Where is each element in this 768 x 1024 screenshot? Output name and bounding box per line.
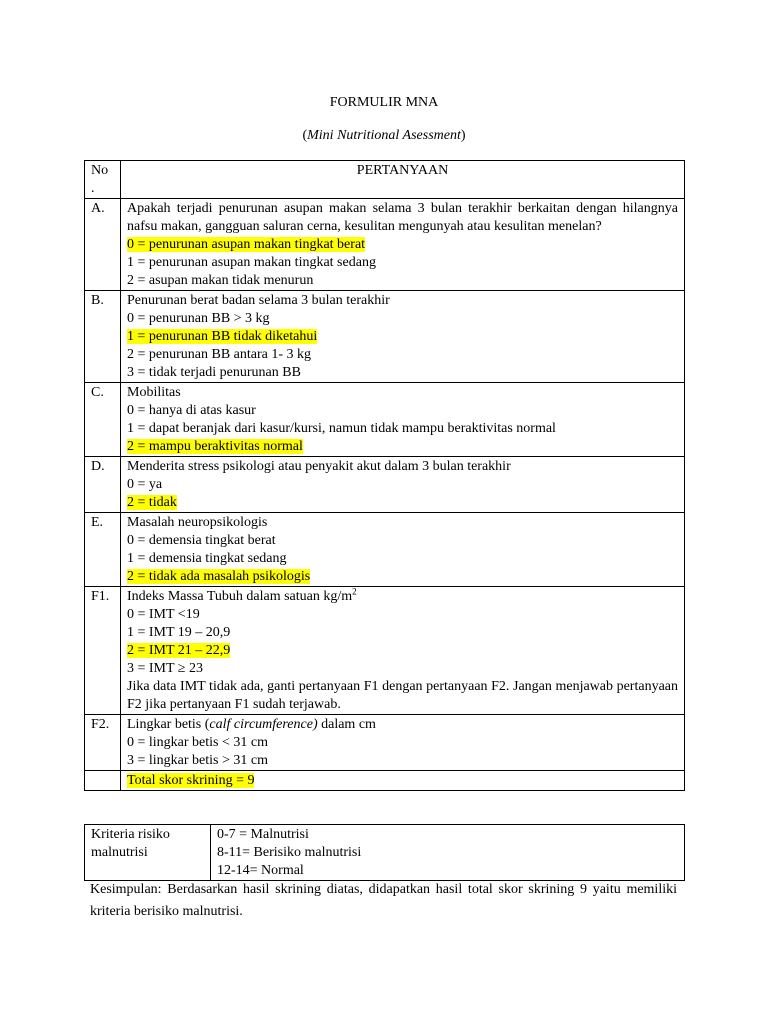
option-line [127,476,678,494]
option-text: 1 = IMT 19 – 20,9 [127,625,231,640]
row-options [127,236,678,290]
table-row [85,715,685,771]
option-text: 1 = penurunan asupan makan tingkat sedang [127,255,376,270]
option-line [127,494,678,512]
row-no: C. [85,383,121,457]
option-text: 0 = hanya di atas kasur [127,403,256,418]
table-row [85,383,685,457]
header-question: PERTANYAAN [121,161,685,199]
row-question: Mobilitas [127,385,181,400]
option-text: 1 = dapat beranjak dari kasur/kursi, namun tidak mampu beraktivitas normal [127,421,556,436]
option-line [127,346,678,364]
option-line [127,420,678,438]
option-text: 3 = IMT ≥ 23 [127,661,203,676]
option-text: 0 = ya [127,477,163,492]
option-line [127,568,678,586]
option-line [127,642,678,660]
table-header-row [85,161,685,199]
row-options [127,734,678,770]
form-title: FORMULIR MNA [329,95,439,110]
option-text-highlighted: 2 = IMT 21 – 22,9 [127,643,231,658]
row-content [121,587,685,715]
row-no: B. [85,291,121,383]
option-line [127,660,678,678]
row-content [121,383,685,457]
total-content [121,771,685,791]
option-line [127,310,678,328]
kriteria-value: 12-14= Normal [217,863,304,878]
table-row [85,199,685,291]
table-row [85,587,685,715]
option-text-highlighted: 1 = penurunan BB tidak diketahui [127,329,318,344]
row-content [121,291,685,383]
option-line [127,364,678,382]
mna-table [84,160,685,791]
option-line [127,272,678,290]
option-line [127,734,678,752]
table-row [85,513,685,587]
option-text: 0 = IMT <19 [127,607,200,622]
option-text: 3 = tidak terjadi penurunan BB [127,365,301,380]
header-no: No . [85,161,121,199]
option-text: 0 = penurunan BB > 3 kg [127,311,270,326]
option-text-highlighted: 2 = tidak [127,495,177,510]
row-content [121,715,685,771]
option-text: 1 = demensia tingkat sedang [127,551,287,566]
row-question: Masalah neuropsikologis [127,515,268,530]
option-text: 0 = demensia tingkat berat [127,533,276,548]
row-options [127,606,678,678]
total-score: Total skor skrining = 9 [127,773,255,788]
row-options [127,532,678,586]
superscript: 2 [352,586,357,597]
option-line [127,606,678,624]
option-text: 0 = lingkar betis < 31 cm [127,735,268,750]
italic-term: calf circumference) [209,717,318,732]
kriteria-value: 8-11= Berisiko malnutrisi [217,845,362,860]
row-content [121,513,685,587]
row-no: D. [85,457,121,513]
row-question: Apakah terjadi penurunan asupan makan selama 3 bulan terakhir berkaitan dengan hilangnya nafsu makan, gangguan saluran cerna, kesulitan mengunyah atau kesulitan menelan? [127,201,678,234]
total-row [85,771,685,791]
option-text: 3 = lingkar betis > 31 cm [127,753,268,768]
row-no: F2. [85,715,121,771]
row-no: A. [85,199,121,291]
row-content [121,199,685,291]
option-text: 2 = penurunan BB antara 1- 3 kg [127,347,312,362]
option-line [127,438,678,456]
form-subtitle: (Mini Nutritional Asessment) [302,128,466,143]
option-line [127,624,678,642]
option-line [127,532,678,550]
row-no: F1. [85,587,121,715]
row-content [121,457,685,513]
row-question: Lingkar betis (calf circumference) dalam cm [127,717,376,732]
option-line [127,254,678,272]
option-line [127,402,678,420]
row-question: Indeks Massa Tubuh dalam satuan $kg/m^2$ [127,586,357,604]
kriteria-values [211,825,685,881]
table-row [85,291,685,383]
row-note: Jika data IMT tidak ada, ganti pertanyaan F1 dengan pertanyaan F2. Jangan menjawab pertanyaan F2 jika pertanyaan F1 sudah terjawab. [127,679,678,712]
option-text: 2 = asupan makan tidak menurun [127,273,314,288]
kriteria-row [85,825,685,881]
option-line [127,550,678,568]
table-row [85,457,685,513]
row-question: Menderita stress psikologi atau penyakit akut dalam 3 bulan terakhir [127,459,511,474]
option-text-highlighted: 0 = penurunan asupan makan tingkat berat [127,237,366,252]
row-options [127,476,678,512]
option-line [127,328,678,346]
row-question: Penurunan berat badan selama 3 bulan terakhir [127,293,390,308]
row-options [127,402,678,456]
row-options [127,310,678,382]
option-line [127,236,678,254]
option-text-highlighted: 2 = mampu beraktivitas normal [127,439,303,454]
total-no [85,771,121,791]
option-line [127,752,678,770]
form-subtitle-italic: Mini Nutritional Asessment [307,128,461,143]
kriteria-value: 0-7 = Malnutrisi [217,827,309,842]
kriteria-label: Kriteria risiko malnutrisi [85,825,211,881]
kesimpulan: Kesimpulan: Berdasarkan hasil skrining diatas, didapatkan hasil total skor skrining 9 yaitu memiliki kriteria berisiko malnutrisi. [90,882,677,919]
kriteria-table [84,824,685,881]
option-text-highlighted: 2 = tidak ada masalah psikologis [127,569,311,584]
row-no: E. [85,513,121,587]
